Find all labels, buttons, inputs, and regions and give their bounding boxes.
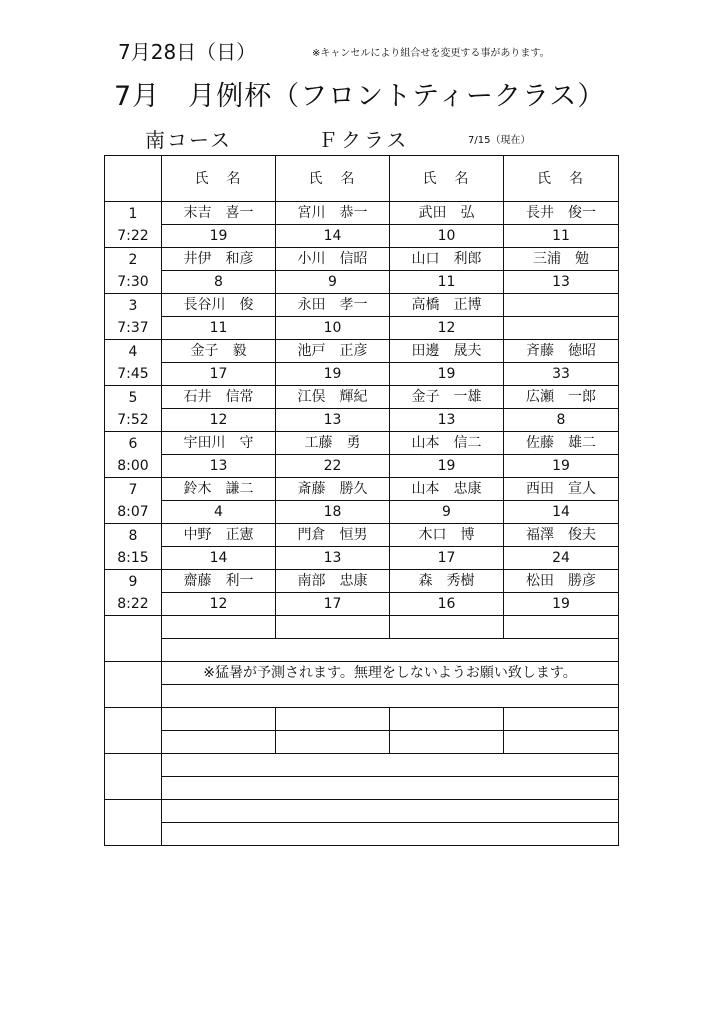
player-handicap: 9 bbox=[276, 271, 390, 294]
player-name bbox=[504, 294, 619, 317]
player-name: 田邊 晟夫 bbox=[390, 340, 504, 363]
name-header: 氏 名 bbox=[162, 156, 276, 202]
pairings-body bbox=[105, 156, 619, 846]
group-name-row bbox=[105, 294, 619, 317]
player-handicap: 14 bbox=[504, 501, 619, 524]
blank-group-cell bbox=[105, 662, 162, 708]
player-handicap: 19 bbox=[162, 225, 276, 248]
blank-cell bbox=[162, 754, 619, 777]
blank-cell bbox=[390, 731, 504, 754]
cancellation-notice: ※キャンセルにより組合せを変更する事があります。 bbox=[312, 48, 550, 59]
group-hc-row bbox=[105, 363, 619, 386]
player-handicap: 17 bbox=[162, 363, 276, 386]
blank-cell bbox=[276, 731, 390, 754]
player-handicap: 13 bbox=[390, 409, 504, 432]
player-name: 松田 勝彦 bbox=[504, 570, 619, 593]
player-handicap: 12 bbox=[162, 409, 276, 432]
class-name: Ｆクラス bbox=[318, 128, 410, 152]
player-name: 井伊 和彦 bbox=[162, 248, 276, 271]
player-handicap: 13 bbox=[276, 409, 390, 432]
group-name-row bbox=[105, 478, 619, 501]
heat-warning: ※猛暑が予測されます。無理をしないようお願い致します。 bbox=[162, 662, 619, 685]
player-name: 長井 俊一 bbox=[504, 202, 619, 225]
player-name: 斎藤 勝久 bbox=[276, 478, 390, 501]
blank-cell bbox=[162, 731, 276, 754]
player-name: 山本 信二 bbox=[390, 432, 504, 455]
player-handicap: 13 bbox=[162, 455, 276, 478]
blank-row bbox=[105, 639, 619, 662]
blank-cell bbox=[162, 800, 619, 823]
tee-time: 8:15 bbox=[117, 549, 149, 566]
tee-time: 8:00 bbox=[117, 457, 149, 474]
player-handicap: 9 bbox=[390, 501, 504, 524]
group-cell bbox=[105, 202, 162, 248]
blank-row bbox=[105, 685, 619, 708]
name-header: 氏 名 bbox=[276, 156, 390, 202]
blank-cell bbox=[276, 616, 390, 639]
player-name: 金子 一雄 bbox=[390, 386, 504, 409]
player-name: 齋藤 利一 bbox=[162, 570, 276, 593]
player-handicap: 11 bbox=[390, 271, 504, 294]
group-name-row bbox=[105, 386, 619, 409]
blank-row bbox=[105, 823, 619, 846]
group-number: 3 bbox=[128, 297, 138, 314]
group-number: 1 bbox=[128, 205, 138, 222]
pairings-table bbox=[104, 155, 619, 846]
name-header: 氏 名 bbox=[390, 156, 504, 202]
group-hc-row bbox=[105, 225, 619, 248]
player-handicap: 17 bbox=[390, 547, 504, 570]
tee-time: 7:52 bbox=[117, 411, 149, 428]
group-name-row bbox=[105, 248, 619, 271]
group-hc-row bbox=[105, 409, 619, 432]
player-name: 門倉 恒男 bbox=[276, 524, 390, 547]
blank-row bbox=[105, 800, 619, 823]
player-handicap: 19 bbox=[390, 455, 504, 478]
group-name-row bbox=[105, 432, 619, 455]
player-handicap: 11 bbox=[162, 317, 276, 340]
group-cell bbox=[105, 386, 162, 432]
player-handicap: 19 bbox=[504, 593, 619, 616]
player-name: 末吉 喜一 bbox=[162, 202, 276, 225]
player-name: 高橋 正博 bbox=[390, 294, 504, 317]
player-handicap: 12 bbox=[390, 317, 504, 340]
player-handicap: 19 bbox=[390, 363, 504, 386]
player-handicap: 24 bbox=[504, 547, 619, 570]
blank-row bbox=[105, 708, 619, 731]
player-name: 池戸 正彦 bbox=[276, 340, 390, 363]
player-name: 小川 信昭 bbox=[276, 248, 390, 271]
blank-row bbox=[105, 731, 619, 754]
tee-time: 8:07 bbox=[117, 503, 149, 520]
player-handicap: 8 bbox=[504, 409, 619, 432]
player-name: 武田 弘 bbox=[390, 202, 504, 225]
group-number: 6 bbox=[128, 435, 138, 452]
player-name: 三浦 勉 bbox=[504, 248, 619, 271]
group-hc-row bbox=[105, 547, 619, 570]
player-handicap: 14 bbox=[162, 547, 276, 570]
group-hc-row bbox=[105, 455, 619, 478]
tee-time: 8:22 bbox=[117, 595, 149, 612]
blank-cell bbox=[504, 616, 619, 639]
group-cell bbox=[105, 340, 162, 386]
blank-cell bbox=[162, 823, 619, 846]
group-cell bbox=[105, 478, 162, 524]
tournament-title: 7月 月例杯（フロントティークラス） bbox=[114, 81, 606, 112]
player-name: 福澤 俊夫 bbox=[504, 524, 619, 547]
blank-cell bbox=[162, 708, 276, 731]
player-name: 南部 忠康 bbox=[276, 570, 390, 593]
player-name: 石井 信常 bbox=[162, 386, 276, 409]
group-hc-row bbox=[105, 271, 619, 294]
group-cell bbox=[105, 432, 162, 478]
tee-time: 7:22 bbox=[117, 227, 149, 244]
as-of-date: 7/15（現在） bbox=[468, 135, 531, 146]
player-handicap: 8 bbox=[162, 271, 276, 294]
blank-group-cell bbox=[105, 800, 162, 846]
player-name: 広瀬 一郎 bbox=[504, 386, 619, 409]
player-name: 佐藤 雄二 bbox=[504, 432, 619, 455]
player-name: 木口 博 bbox=[390, 524, 504, 547]
tee-time: 7:30 bbox=[117, 273, 149, 290]
player-handicap: 16 bbox=[390, 593, 504, 616]
player-name: 宮川 恭一 bbox=[276, 202, 390, 225]
group-number: 4 bbox=[128, 343, 138, 360]
group-hc-row bbox=[105, 501, 619, 524]
group-number: 5 bbox=[128, 389, 138, 406]
blank-cell bbox=[162, 685, 619, 708]
group-header-cell bbox=[105, 156, 162, 202]
player-name: 西田 宣人 bbox=[504, 478, 619, 501]
player-handicap: 12 bbox=[162, 593, 276, 616]
player-handicap: 33 bbox=[504, 363, 619, 386]
blank-cell bbox=[390, 708, 504, 731]
blank-cell bbox=[276, 708, 390, 731]
blank-row bbox=[105, 662, 619, 685]
player-name: 長谷川 俊 bbox=[162, 294, 276, 317]
blank-cell bbox=[504, 731, 619, 754]
group-number: 2 bbox=[128, 251, 138, 268]
player-name: 山本 忠康 bbox=[390, 478, 504, 501]
name-header: 氏 名 bbox=[504, 156, 619, 202]
player-handicap: 10 bbox=[390, 225, 504, 248]
player-name: 山口 利郎 bbox=[390, 248, 504, 271]
player-name: 工藤 勇 bbox=[276, 432, 390, 455]
blank-group-cell bbox=[105, 708, 162, 754]
player-name: 宇田川 守 bbox=[162, 432, 276, 455]
header-row bbox=[105, 156, 619, 202]
group-name-row bbox=[105, 202, 619, 225]
player-handicap: 19 bbox=[276, 363, 390, 386]
player-handicap: 22 bbox=[276, 455, 390, 478]
course-name: 南コース bbox=[145, 128, 232, 152]
blank-row bbox=[105, 777, 619, 800]
player-handicap: 19 bbox=[504, 455, 619, 478]
blank-group-cell bbox=[105, 754, 162, 800]
group-number: 8 bbox=[128, 527, 138, 544]
player-name: 中野 正憲 bbox=[162, 524, 276, 547]
blank-cell bbox=[390, 616, 504, 639]
group-number: 7 bbox=[128, 481, 138, 498]
group-cell bbox=[105, 524, 162, 570]
blank-row bbox=[105, 754, 619, 777]
player-handicap bbox=[504, 317, 619, 340]
player-handicap: 10 bbox=[276, 317, 390, 340]
player-handicap: 18 bbox=[276, 501, 390, 524]
player-handicap: 13 bbox=[504, 271, 619, 294]
player-name: 鈴木 謙二 bbox=[162, 478, 276, 501]
blank-group-cell bbox=[105, 616, 162, 662]
group-hc-row bbox=[105, 317, 619, 340]
player-name: 森 秀樹 bbox=[390, 570, 504, 593]
player-handicap: 4 bbox=[162, 501, 276, 524]
player-name: 永田 孝一 bbox=[276, 294, 390, 317]
group-cell bbox=[105, 248, 162, 294]
blank-cell bbox=[162, 616, 276, 639]
tee-time: 7:45 bbox=[117, 365, 149, 382]
blank-cell bbox=[504, 708, 619, 731]
player-handicap: 17 bbox=[276, 593, 390, 616]
blank-row bbox=[105, 616, 619, 639]
group-name-row bbox=[105, 570, 619, 593]
group-name-row bbox=[105, 340, 619, 363]
tee-time: 7:37 bbox=[117, 319, 149, 336]
group-cell bbox=[105, 294, 162, 340]
blank-cell bbox=[162, 777, 619, 800]
group-name-row bbox=[105, 524, 619, 547]
group-cell bbox=[105, 570, 162, 616]
player-handicap: 14 bbox=[276, 225, 390, 248]
blank-cell bbox=[162, 639, 619, 662]
player-name: 金子 毅 bbox=[162, 340, 276, 363]
player-name: 斉藤 徳昭 bbox=[504, 340, 619, 363]
player-name: 江俣 輝紀 bbox=[276, 386, 390, 409]
player-handicap: 13 bbox=[276, 547, 390, 570]
event-date: 7月28日（日） bbox=[118, 40, 257, 64]
group-hc-row bbox=[105, 593, 619, 616]
group-number: 9 bbox=[128, 573, 138, 590]
player-handicap: 11 bbox=[504, 225, 619, 248]
